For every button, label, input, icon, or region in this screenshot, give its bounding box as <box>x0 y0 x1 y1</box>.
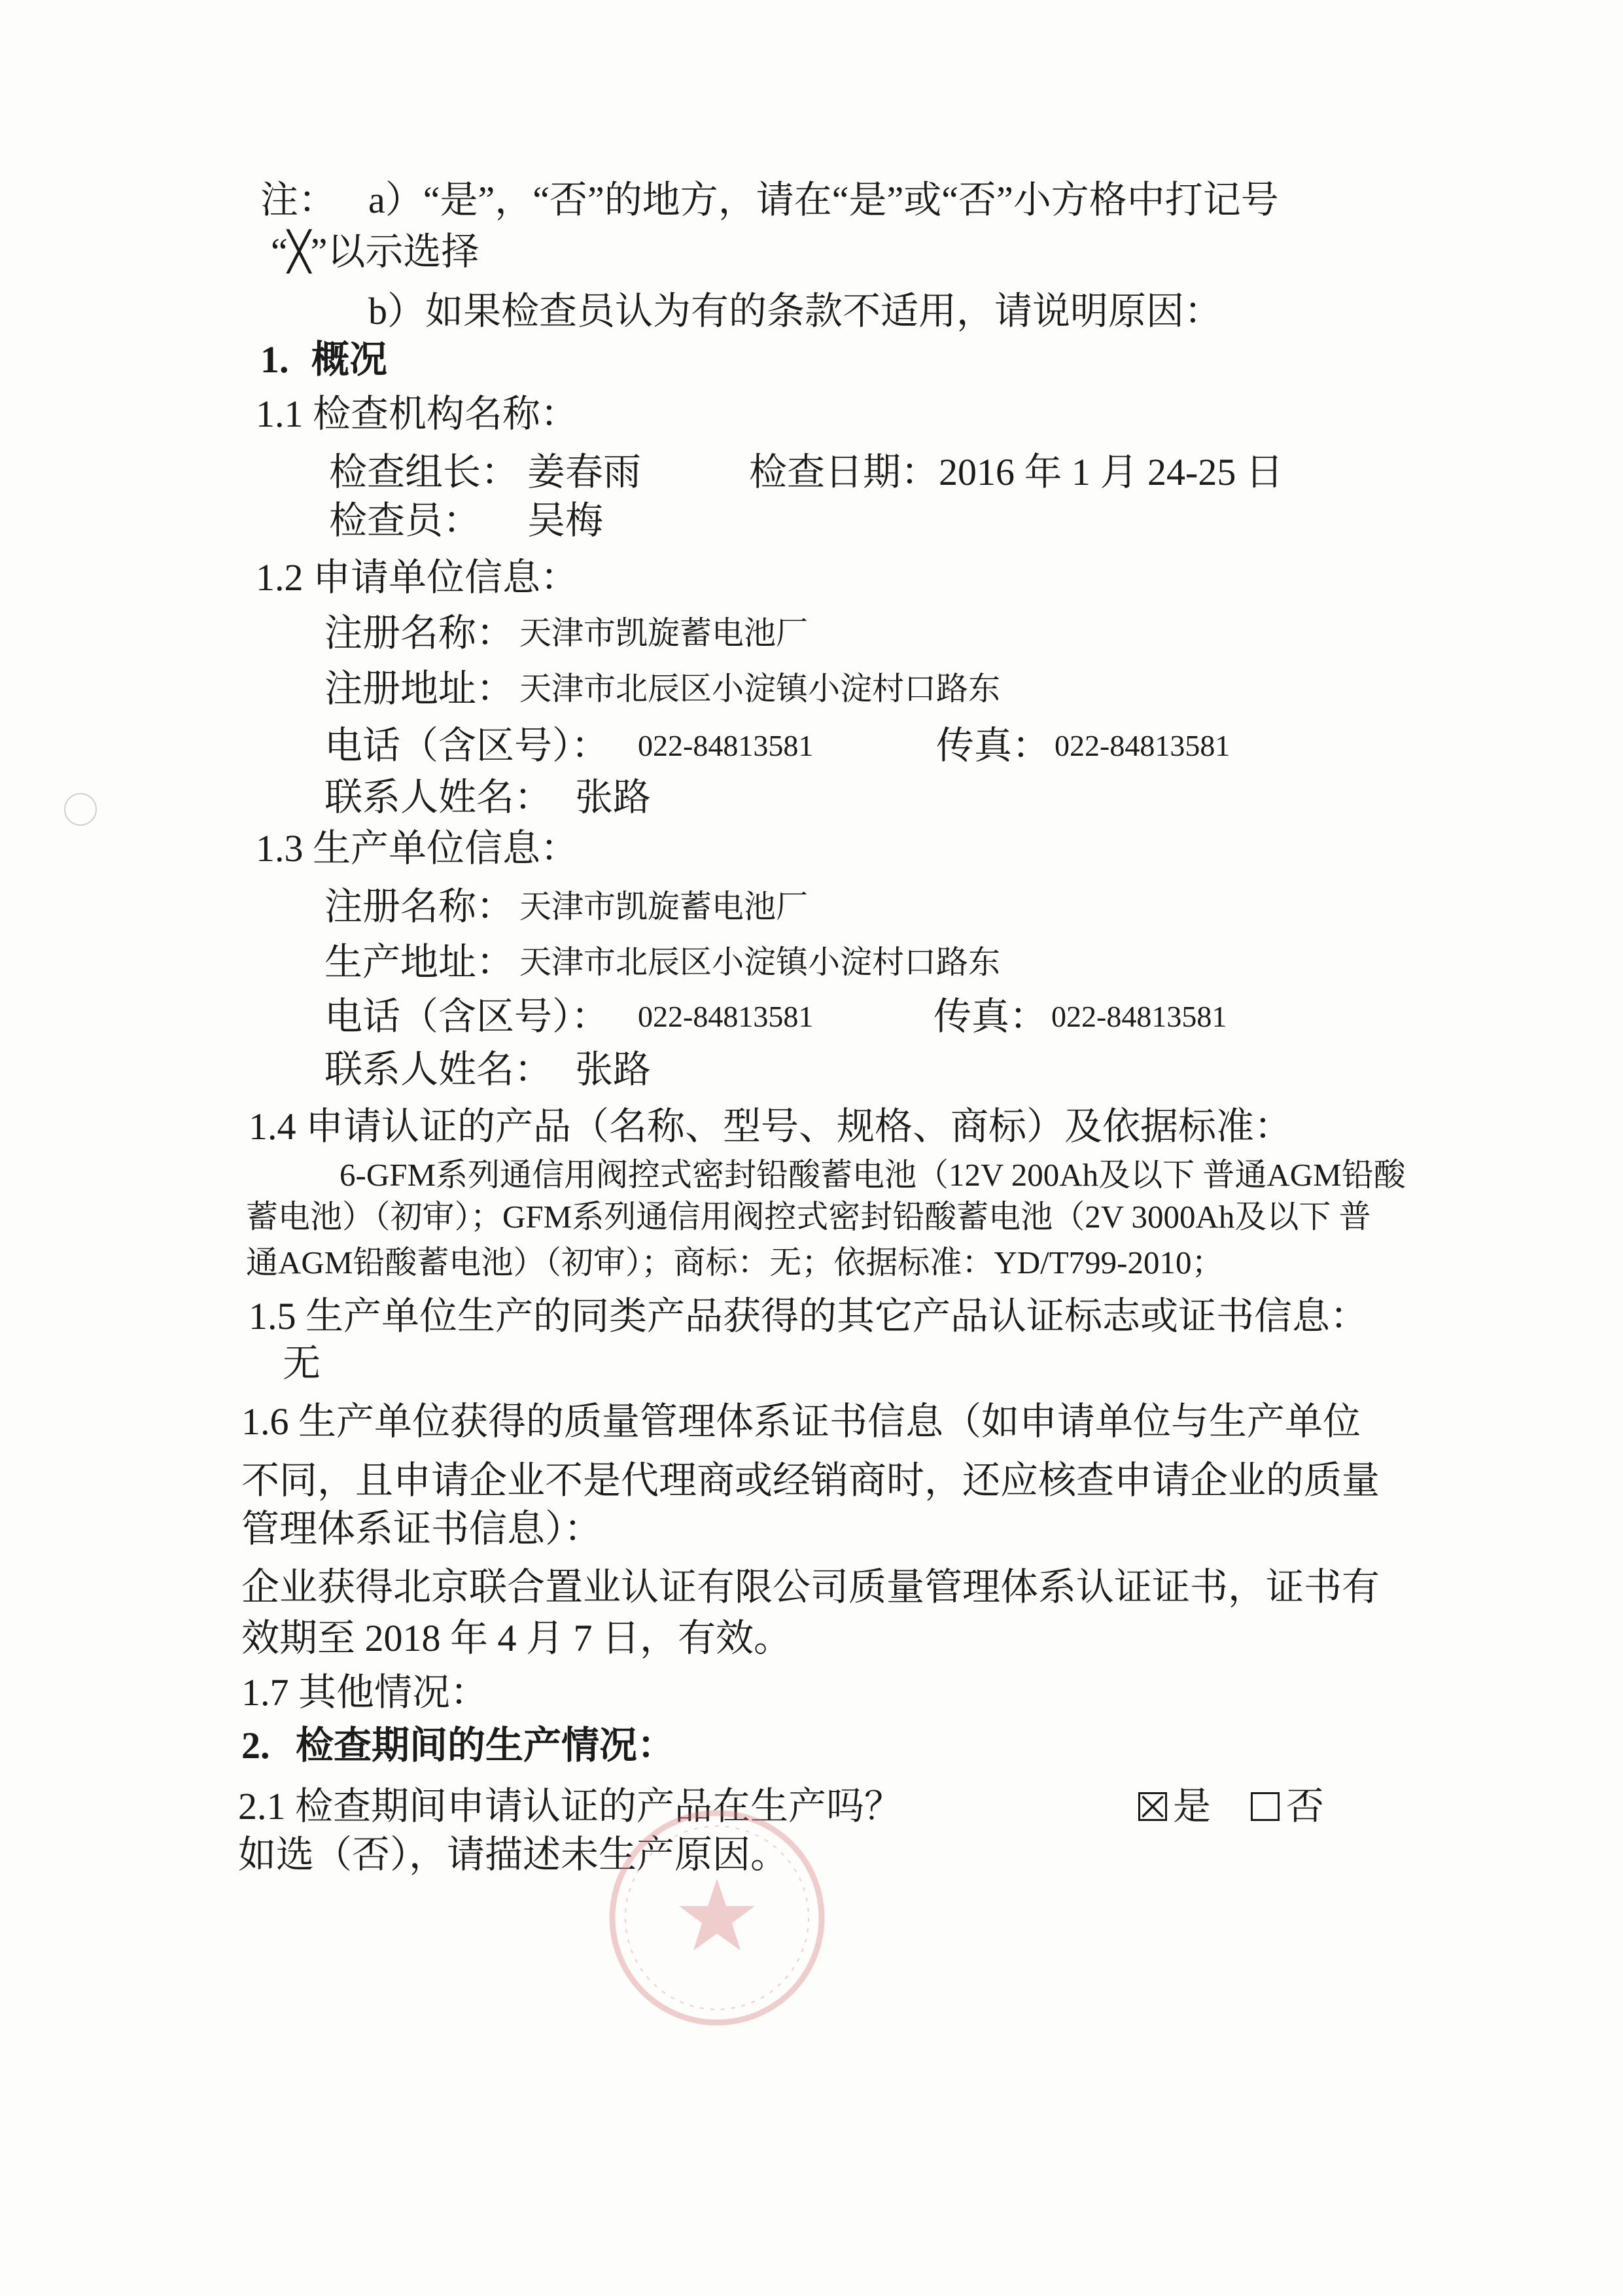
product-line: 通AGM铅酸蓄电池）（初审）；商标：无；依据标准：YD/T799-2010； <box>246 1245 1224 1280</box>
inspector-label: 检查员： <box>329 499 481 542</box>
product-line: 蓄电池）（初审）；GFM系列通信用阀控式密封铅酸蓄电池（2V 3000Ah及以下 普 <box>246 1199 1371 1235</box>
no-label: 否 <box>1286 1785 1325 1828</box>
s1-7-title: 1.7 其他情况： <box>241 1671 489 1714</box>
s1-6-answer-line: 效期至 2018 年 4 月 7 日，有效。 <box>241 1617 792 1659</box>
check-x-icon <box>1140 1794 1165 1819</box>
producer-address-label: 生产地址： <box>324 941 515 983</box>
punch-hole-mark <box>63 792 98 827</box>
s1-3-title: 1.3 生产单位信息： <box>256 827 579 870</box>
producer-phone: 022-84813581 <box>638 1000 814 1033</box>
s1-5-answer: 无 <box>283 1342 321 1385</box>
leader-label: 检查组长： <box>329 451 519 493</box>
leader-value: 姜春雨 <box>527 451 642 493</box>
yes-label: 是 <box>1173 1785 1212 1828</box>
seal-stamp <box>599 1800 835 2036</box>
section1-heading: 概况 <box>311 338 388 381</box>
note-label: 注： <box>260 179 337 221</box>
inspection-date-line <box>749 450 1283 495</box>
yes-checkbox[interactable] <box>1138 1792 1167 1821</box>
applicant-fax-label: 传真： <box>936 724 1051 767</box>
note-b: b）如果检查员认为有的条款不适用，请说明原因： <box>368 290 1223 332</box>
s1-6-text-line: 管理体系证书信息）： <box>241 1508 602 1550</box>
producer-fax: 022-84813581 <box>1051 1000 1227 1033</box>
applicant-address-label: 注册地址： <box>324 667 515 710</box>
producer-address: 天津市北辰区小淀镇小淀村口路东 <box>519 944 1001 980</box>
applicant-name: 天津市凯旋蓄电池厂 <box>519 615 809 651</box>
applicant-name-label: 注册名称： <box>324 612 515 654</box>
note-a: a）“是”，“否”的地方，请在“是”或“否”小方格中打记号 <box>368 179 1279 221</box>
section2-number: 2. <box>241 1724 270 1767</box>
producer-contact: 张路 <box>575 1048 652 1091</box>
s1-5-title: 1.5 生产单位生产的同类产品获得的其它产品认证标志或证书信息： <box>249 1295 1369 1337</box>
applicant-fax: 022-84813581 <box>1055 729 1230 762</box>
section2-heading: 检查期间的生产情况： <box>296 1724 676 1767</box>
s2-1-question: 2.1 检查期间申请认证的产品在生产吗？ <box>238 1785 903 1828</box>
s1-1-title: 1.1 检查机构名称： <box>256 393 579 435</box>
applicant-address: 天津市北辰区小淀镇小淀村口路东 <box>519 671 1001 707</box>
no-checkbox[interactable] <box>1251 1792 1280 1821</box>
producer-contact-label: 联系人姓名： <box>324 1048 553 1091</box>
date-value: 2016 年 1 月 24-25 日 <box>939 451 1283 493</box>
note-a-continued: “╳”以示选择 <box>271 230 480 273</box>
s2-1-followup: 如选（否），请描述未生产原因。 <box>238 1833 789 1876</box>
s1-6-text-line: 不同，且申请企业不是代理商或经销商时，还应核查申请企业的质量 <box>241 1459 1380 1502</box>
producer-name-label: 注册名称： <box>324 885 515 928</box>
producer-name: 天津市凯旋蓄电池厂 <box>519 889 809 925</box>
producer-fax-label: 传真： <box>934 995 1048 1038</box>
applicant-phone: 022-84813581 <box>638 729 814 762</box>
applicant-phone-label: 电话（含区号）： <box>324 724 610 767</box>
applicant-contact-label: 联系人姓名： <box>324 776 553 819</box>
product-line: 6-GFM系列通信用阀控式密封铅酸蓄电池（12V 200Ah及以下 普通AGM铅酸 <box>340 1157 1406 1193</box>
date-label: 检查日期： <box>749 451 939 493</box>
section1-number: 1. <box>260 338 289 381</box>
s1-6-text-line: 1.6 生产单位获得的质量管理体系证书信息（如申请单位与生产单位 <box>241 1400 1361 1443</box>
inspector-value: 吴梅 <box>527 499 604 542</box>
producer-phone-label: 电话（含区号）： <box>324 995 610 1038</box>
s1-4-title: 1.4 申请认证的产品（名称、型号、规格、商标）及依据标准： <box>249 1105 1293 1148</box>
s1-6-answer-line: 企业获得北京联合置业认证有限公司质量管理体系认证证书，证书有 <box>241 1566 1380 1608</box>
s1-2-title: 1.2 申请单位信息： <box>256 556 579 599</box>
applicant-contact: 张路 <box>575 776 652 819</box>
